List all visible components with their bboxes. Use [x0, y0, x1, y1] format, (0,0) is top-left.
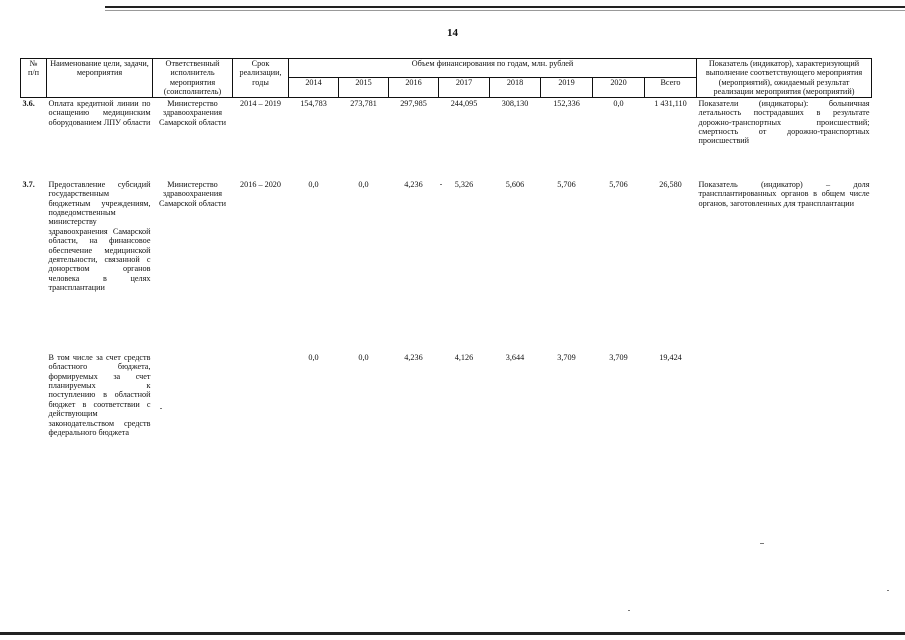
row-term: 2016 – 2020 — [240, 179, 281, 189]
header-term: Срок реализации, годы — [233, 59, 289, 98]
row-value: 154,783 — [300, 98, 327, 108]
header-year: 2015 — [339, 78, 389, 97]
scan-speck — [440, 184, 442, 185]
header-num: № п/п — [21, 59, 47, 98]
header-funding-group: Объем финансирования по годам, млн. рублей — [289, 59, 697, 78]
header-name: Наименование цели, задачи, мероприятия — [47, 59, 153, 98]
row-value: 308,130 — [501, 98, 529, 108]
scan-speck — [628, 610, 630, 611]
header-year: 2017 — [439, 78, 490, 97]
row-value: 0,0 — [308, 179, 319, 189]
row-num: 3.6. — [22, 98, 35, 108]
header-responsible: Ответственный исполнитель мероприятия (соисполнитель) — [153, 59, 233, 98]
row-value: 4,236 — [404, 179, 423, 189]
header-year: 2018 — [490, 78, 541, 97]
row-value: 0,0 — [358, 179, 369, 189]
row-value: 3,709 — [557, 352, 576, 362]
table-row — [21, 353, 872, 485]
header-year: 2014 — [289, 78, 339, 97]
row-responsible: Министерство здравоохранения Самарской области — [158, 98, 227, 127]
header-indicator: Показатель (индикатор), характеризующий выполнение соответствующего мероприятия (мероприятий), ожидаемый результат реализации мероприятия (мероприятий) — [697, 59, 872, 98]
bottom-rule — [0, 632, 905, 635]
row-value: 5,606 — [505, 179, 525, 189]
row-value: 5,706 — [557, 179, 576, 189]
row-responsible: Министерство здравоохранения Самарской области — [158, 179, 227, 208]
row-indicator — [697, 353, 872, 485]
row-value: 0,0 — [308, 352, 319, 362]
scan-speck — [887, 590, 889, 591]
header-total: Всего — [645, 78, 697, 97]
row-term — [233, 353, 289, 485]
row-value: 0,0 — [613, 98, 624, 108]
funding-table — [20, 58, 872, 485]
row-value: 0,0 — [358, 352, 369, 362]
row-value: 3,644 — [505, 352, 525, 362]
top-rule-thin — [105, 10, 905, 11]
table-row — [21, 179, 872, 353]
row-value: 244,095 — [450, 98, 478, 108]
row-value: 152,336 — [553, 98, 580, 108]
row-indicator: Показатель (индикатор) – доля трансплантированных органов в общем числе органов, заготовленных для трансплантации — [698, 179, 870, 208]
row-num: 3.7. — [22, 179, 35, 189]
row-value: 297,985 — [400, 98, 427, 108]
scan-speck — [160, 408, 162, 409]
row-indicator: Показатели (индикаторы): больничная летальность пострадавших в результате дорожно-транспортных происшествий; смертность от дорожно-транспортных происшествий — [698, 98, 870, 146]
row-name: Предоставление субсидий государственным бюджетным учреждениям, подведомственным министерству здравоохранения Самарской области, на финансовое обеспечение медицинской деятельности, связанной с донорством органов человека в целях трансплантации — [48, 179, 151, 293]
row-value: 5,706 — [609, 179, 628, 189]
scan-speck — [760, 543, 764, 544]
row-term: 2014 – 2019 — [240, 98, 281, 108]
row-value: 273,781 — [350, 98, 377, 108]
row-value: 5,326 — [454, 179, 474, 189]
top-rule — [105, 6, 905, 8]
row-total: 1 431,110 — [654, 98, 687, 108]
page-number: 14 — [447, 27, 458, 39]
row-responsible — [153, 353, 233, 485]
header-year: 2016 — [389, 78, 439, 97]
header-year: 2019 — [541, 78, 593, 97]
row-total: 19,424 — [659, 352, 682, 362]
header-year: 2020 — [593, 78, 645, 97]
row-num — [21, 353, 47, 485]
table-row — [21, 97, 872, 179]
header-row-1 — [21, 59, 872, 78]
row-value: 3,709 — [609, 352, 628, 362]
row-value: 4,236 — [404, 352, 423, 362]
row-total: 26,580 — [659, 179, 682, 189]
row-value: 4,126 — [454, 352, 474, 362]
row-name: Оплата кредитной линии по оснащению медицинским оборудованием ЛПУ области — [48, 98, 151, 127]
row-name: В том числе за счет средств областного бюджета, формируемых за счет планируемых к поступлению в областной бюджет в соответствии с действующим законодательством средств федерального бюджета — [48, 352, 151, 438]
